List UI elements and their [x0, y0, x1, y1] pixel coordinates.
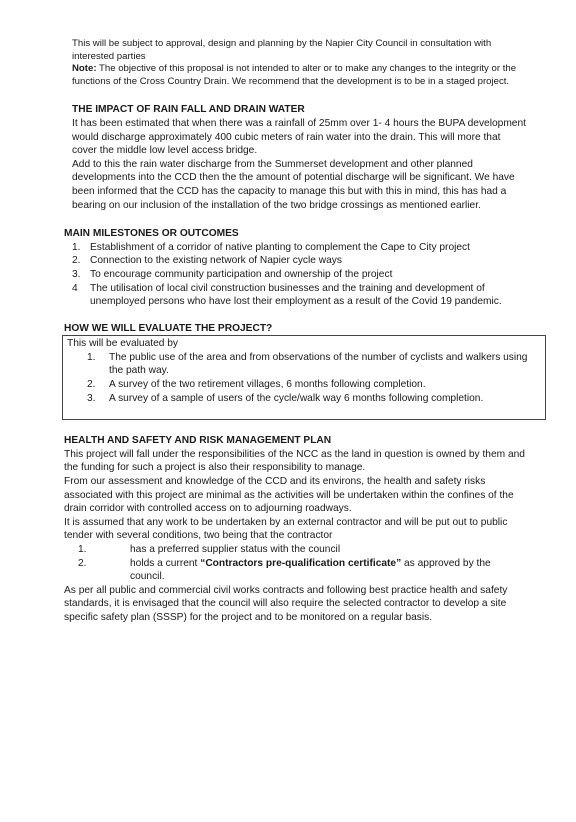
list-number: 1.: [87, 351, 96, 363]
list-item: [67, 378, 541, 392]
contractor-conditions-list: [64, 543, 526, 584]
health-heading: HEALTH AND SAFETY AND RISK MANAGEMENT PLAN: [64, 435, 332, 447]
list-text-post: as approved by the council.: [130, 557, 491, 583]
list-text: The public use of the area and from observations of the number of cyclists and walkers using the path way.: [109, 351, 528, 377]
list-number: 1.: [72, 241, 81, 253]
note-text: The objective of this proposal is not intended to alter or to make any changes to the integrity or the functions of the Cross Country Drain. We recommend that the development is to be in a staged project.: [72, 63, 517, 87]
rain-section: [64, 117, 526, 212]
list-item: [67, 392, 541, 406]
list-number: 4: [72, 282, 78, 294]
milestones-heading: MAIN MILESTONES OR OUTCOMES: [64, 228, 239, 240]
health-paragraph-4: As per all public and commercial civil works contracts and following best practice health and safety standards, it is envisaged that the council will also require the selected contractor to develop a site specific safety plan (SSSP) for the project and to be monitored on a regular basis.: [64, 584, 508, 623]
list-item: [64, 241, 526, 255]
health-paragraph-1: This project will fall under the responsibilities of the NCC as the land in question is owned by them and the funding for such a project is also their responsibility to manage.: [64, 448, 525, 474]
evaluate-box: [62, 335, 546, 420]
list-item: [64, 268, 526, 282]
list-text-pre: holds a current: [130, 557, 201, 569]
list-item: [67, 351, 541, 378]
health-paragraph-3: It is assumed that any work to be undertaken by an external contractor and will be put out to public tender with several conditions, two being that the contractor: [64, 516, 508, 542]
evaluate-intro: This will be evaluated by: [67, 338, 178, 350]
milestones-list: [64, 241, 526, 309]
list-text: To encourage community participation and ownership of the project: [90, 268, 393, 280]
list-item: [64, 557, 526, 584]
evaluate-list: [67, 351, 541, 405]
rain-heading: THE IMPACT OF RAIN FALL AND DRAIN WATER: [72, 104, 305, 116]
list-number: 3.: [72, 268, 81, 280]
list-number: 2.: [87, 379, 96, 391]
health-section: [64, 448, 526, 625]
list-text: Connection to the existing network of Napier cycle ways: [90, 255, 342, 267]
list-item: [64, 282, 526, 309]
rain-paragraph-2: Add to this the rain water discharge from the Summerset development and other planned developments into the CCD then the the amount of potential discharge will be significant. We have been informed that the CCD has the capacity to manage this but with this in mind, this has had a bearing on our inclusion of the installation of the two bridge crossings as mentioned earlier.: [72, 158, 515, 211]
list-number: 2.: [78, 557, 87, 569]
evaluate-heading: HOW WE WILL EVALUATE THE PROJECT?: [64, 322, 273, 334]
note-label: Note:: [72, 63, 97, 75]
list-text: The utilisation of local civil construction businesses and the training and development of unemployed persons who have lost their employment as a result of the Covid 19 pandemic.: [90, 282, 502, 308]
certificate-name: “Contractors pre-qualification certificate”: [200, 557, 402, 569]
rain-paragraph-1: It has been estimated that when there was a rainfall of 25mm over 1- 4 hours the BUPA development would discharge approximately 400 cubic meters of rain water into the drain. This will more that cover the middle low level access bridge.: [72, 117, 526, 157]
health-paragraph-2: From our assessment and knowledge of the CCD and its environs, the health and safety risks associated with this project are minimal as the activities will be undertaken within the confines of the drain corridor with controlled access on to adjourning roadways.: [64, 476, 514, 515]
list-text: has a preferred supplier status with the council: [130, 544, 341, 555]
list-text: A survey of a sample of users of the cycle/walk way 6 months following completion.: [109, 392, 484, 404]
intro-note: [72, 63, 526, 88]
list-text: A survey of the two retirement villages, 6 months following completion.: [109, 379, 426, 391]
list-number: 1.: [78, 544, 87, 555]
list-text: Establishment of a corridor of native planting to complement the Cape to City project: [90, 241, 470, 253]
intro-approval-text: This will be subject to approval, design and planning by the Napier City Council in consultation with interested parties: [72, 38, 492, 62]
intro-section: [64, 38, 526, 88]
list-item: [64, 254, 526, 268]
list-item: [64, 543, 526, 557]
list-number: 3.: [87, 392, 96, 404]
list-number: 2.: [72, 255, 81, 267]
